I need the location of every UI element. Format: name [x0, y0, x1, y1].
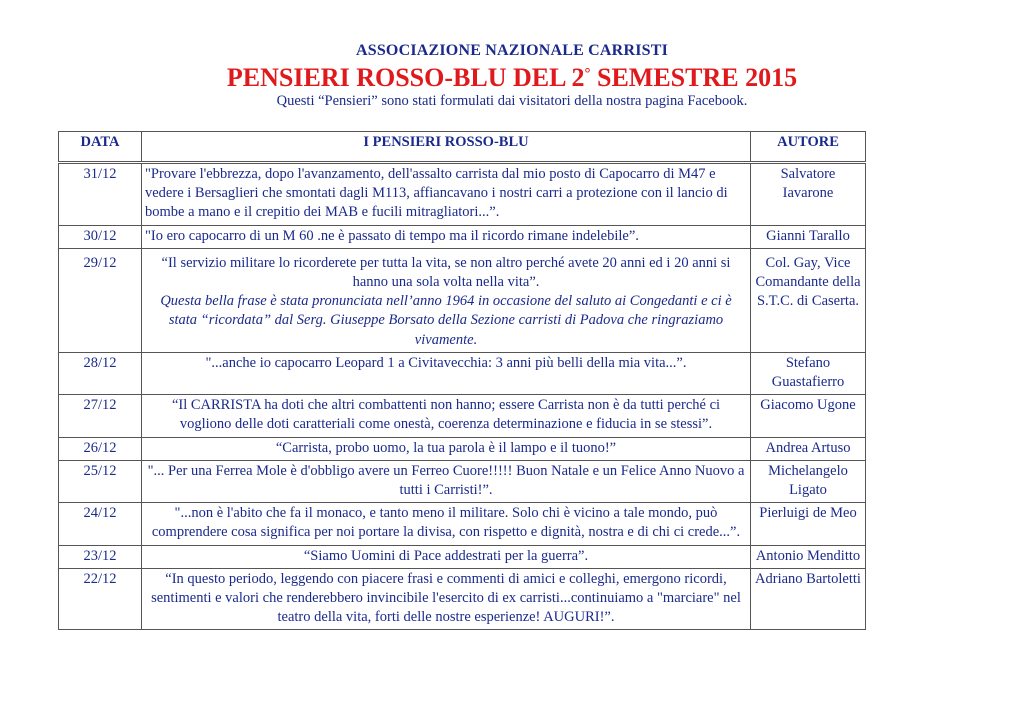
- table-row: [59, 352, 866, 394]
- row-date: 25/12: [59, 460, 142, 502]
- row-quote: [142, 545, 751, 568]
- row-quote: [142, 437, 751, 460]
- table-row: [59, 460, 866, 502]
- quote-text: "...anche io capocarro Leopard 1 a Civitavecchia: 3 anni più belli della mia vita...”.: [205, 354, 687, 371]
- page-subtitle: Questi “Pensieri” sono stati formulati dai visitatori della nostra pagina Facebook.: [276, 93, 748, 109]
- row-author: Col. Gay, Vice Comandante della S.T.C. di Caserta.: [751, 248, 866, 352]
- row-date: 31/12: [59, 163, 142, 226]
- row-quote: [142, 163, 751, 226]
- quote-text: “Il CARRISTA ha doti che altri combattenti non hanno; essere Carrista non è da tutti perché ci vogliono delle doti caratteriali come onestà, coerenza determinazione e fiducia in se stessi”.: [171, 397, 721, 433]
- row-date: 24/12: [59, 503, 142, 545]
- row-author: Adriano Bartoletti: [751, 568, 866, 630]
- table-row: [59, 503, 866, 545]
- row-author: Giacomo Ugone: [751, 395, 866, 437]
- row-quote: [142, 568, 751, 630]
- row-quote: [142, 503, 751, 545]
- table-row: [59, 225, 866, 248]
- column-header-thoughts: I PENSIERI ROSSO-BLU: [142, 132, 751, 163]
- quote-text: "Io ero capocarro di un M 60 .ne è passato di tempo ma il ricordo rimane indelebile”.: [145, 227, 639, 244]
- row-date: 22/12: [59, 568, 142, 630]
- row-quote: [142, 395, 751, 437]
- table-header-row: [59, 132, 866, 163]
- row-author: Andrea Artuso: [751, 437, 866, 460]
- quote-text: "Provare l'ebbrezza, dopo l'avanzamento, dell'assalto carrista dal mio posto di Capocarro di M47 e vedere i Bersaglieri che smontati dagli M113, affiancavano i nostri carri a protezione con il lancio di bombe a mano e il crepitio dei MAB e fucili mitragliatori...”.: [145, 166, 728, 221]
- organization-name: ASSOCIAZIONE NAZIONALE CARRISTI: [355, 42, 669, 59]
- thoughts-table: [58, 131, 866, 630]
- table-row: [59, 163, 866, 226]
- quote-text: “Carrista, probo uomo, la tua parola è il lampo e il tuono!”: [275, 439, 617, 456]
- row-date: 26/12: [59, 437, 142, 460]
- row-date: 27/12: [59, 395, 142, 437]
- row-author: Gianni Tarallo: [751, 225, 866, 248]
- row-author: Stefano Guastafierro: [751, 352, 866, 394]
- row-date: 23/12: [59, 545, 142, 568]
- page-title: [0, 62, 1024, 94]
- table-row: [59, 568, 866, 630]
- quote-text: “Il servizio militare lo ricorderete per tutta la vita, se non altro perché avete 20 anni ed i 20 anni si hanno una sola volta nella vita”.: [161, 254, 731, 291]
- quote-text: "...non è l'abito che fa il monaco, e tanto meno il militare. Solo chi è vicino a tale mondo, può comprendere cosa significa per noi portare la divisa, con rispetto e dignità, nostra e di chi ci crede...”.: [151, 505, 741, 541]
- row-date: 28/12: [59, 352, 142, 394]
- row-author: Antonio Menditto: [751, 545, 866, 568]
- title-degree: °: [584, 66, 591, 82]
- title-main: PENSIERI ROSSO-BLU DEL 2: [226, 63, 585, 92]
- column-header-author: AUTORE: [751, 132, 866, 163]
- row-quote: [142, 352, 751, 394]
- quote-note: Questa bella frase è stata pronunciata nell’anno 1964 in occasione del saluto ai Congedanti e ci è stata “ricordata” dal Serg. Giuseppe Borsato della Sezione carristi di Padova che ringraziamo vivamente.: [160, 293, 732, 348]
- row-quote: [142, 460, 751, 502]
- row-author: Pierluigi de Meo: [751, 503, 866, 545]
- table-row: [59, 545, 866, 568]
- quote-text: “Siamo Uomini di Pace addestrati per la guerra”.: [303, 547, 589, 564]
- quote-text: “In questo periodo, leggendo con piacere frasi e commenti di amici e colleghi, emergono ricordi, sentimenti e valori che renderebbero invincibile l'esercito di ex carristi...continuiamo a "marciare" nel teatro della vita, forti delle nostre esperienze! AUGURI!”.: [151, 570, 741, 626]
- row-quote: [142, 248, 751, 352]
- row-date: 30/12: [59, 225, 142, 248]
- title-end: SEMESTRE 2015: [590, 63, 798, 92]
- table-row: [59, 248, 866, 352]
- row-author: Michelangelo Ligato: [751, 460, 866, 502]
- column-header-date: DATA: [59, 132, 142, 163]
- table-row: [59, 395, 866, 437]
- row-quote: [142, 225, 751, 248]
- row-date: 29/12: [59, 248, 142, 352]
- table-row: [59, 437, 866, 460]
- quote-text: "... Per una Ferrea Mole è d'obbligo avere un Ferreo Cuore!!!!! Buon Natale e un Felice Anno Nuovo a tutti i Carristi!”.: [147, 462, 745, 499]
- row-author: Salvatore Iavarone: [751, 163, 866, 226]
